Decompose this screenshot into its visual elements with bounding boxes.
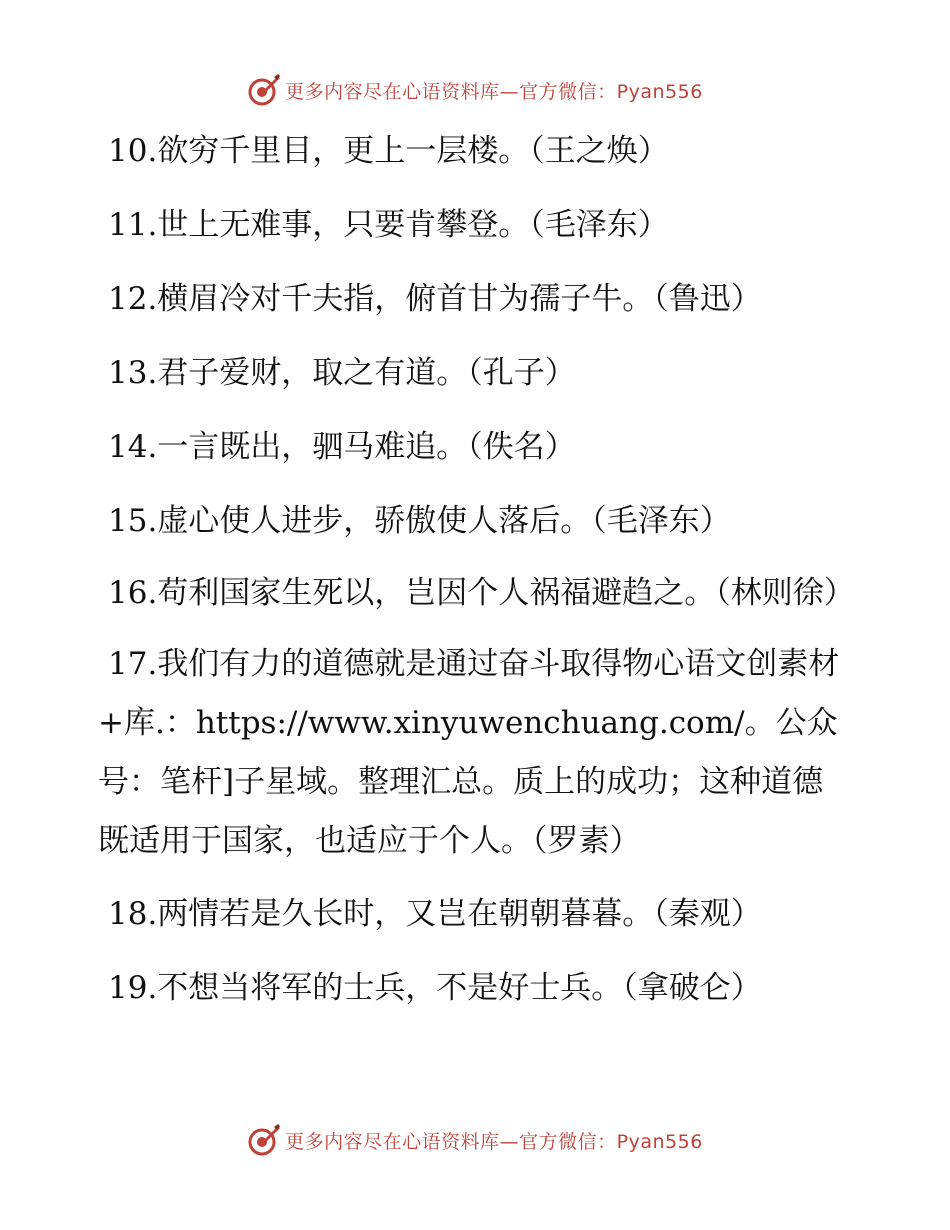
footer-text xyxy=(285,1127,703,1154)
quote-item: 10.欲穷千里目，更上一层楼。（王之焕） xyxy=(108,133,669,169)
quote-item: 14.一言既出，驷马难追。（佚名） xyxy=(108,429,576,465)
quote-item: 15.虚心使人进步，骄傲使人落后。（毛泽东） xyxy=(108,503,731,539)
footer-separator: — xyxy=(499,1130,520,1153)
footer-wechat-text: 官方微信：Pyan556 xyxy=(519,1130,703,1153)
quote-item: 11.世上无难事，只要肯攀登。（毛泽东） xyxy=(108,207,669,243)
quote-item: 18.两情若是久长时，又岂在朝朝暮暮。（秦观） xyxy=(108,896,762,932)
footer-banner xyxy=(0,1120,950,1160)
header-banner xyxy=(0,70,950,110)
quill-circle-logo-icon xyxy=(247,1123,281,1157)
header-separator: — xyxy=(499,80,520,103)
footer-brand-text: 更多内容尽在心语资料库 xyxy=(285,1130,500,1153)
quote-item: 17.我们有力的道德就是通过奋斗取得物心语文创素材+库.：https://www.xinyuwenchuang.com/。公众号：笔杆]子星域。整理汇总。质上的成功；这种道德既适用于国家，也适应于个人。（罗素） xyxy=(98,646,840,859)
quote-list xyxy=(98,120,855,1031)
quote-item: 19.不想当将军的士兵，不是好士兵。（拿破仑） xyxy=(108,970,762,1006)
quill-circle-logo-icon xyxy=(247,73,281,107)
quote-item: 12.横眉冷对千夫指，俯首甘为孺子牛。（鲁迅） xyxy=(108,281,762,317)
header-wechat-text: 官方微信：Pyan556 xyxy=(519,80,703,103)
header-brand-text: 更多内容尽在心语资料库 xyxy=(285,80,500,103)
quote-item: 13.君子爱财，取之有道。（孔子） xyxy=(108,355,576,391)
header-text xyxy=(285,77,703,104)
quote-item: 16.苟利国家生死以，岂因个人祸福避趋之。（林则徐） xyxy=(108,575,855,611)
